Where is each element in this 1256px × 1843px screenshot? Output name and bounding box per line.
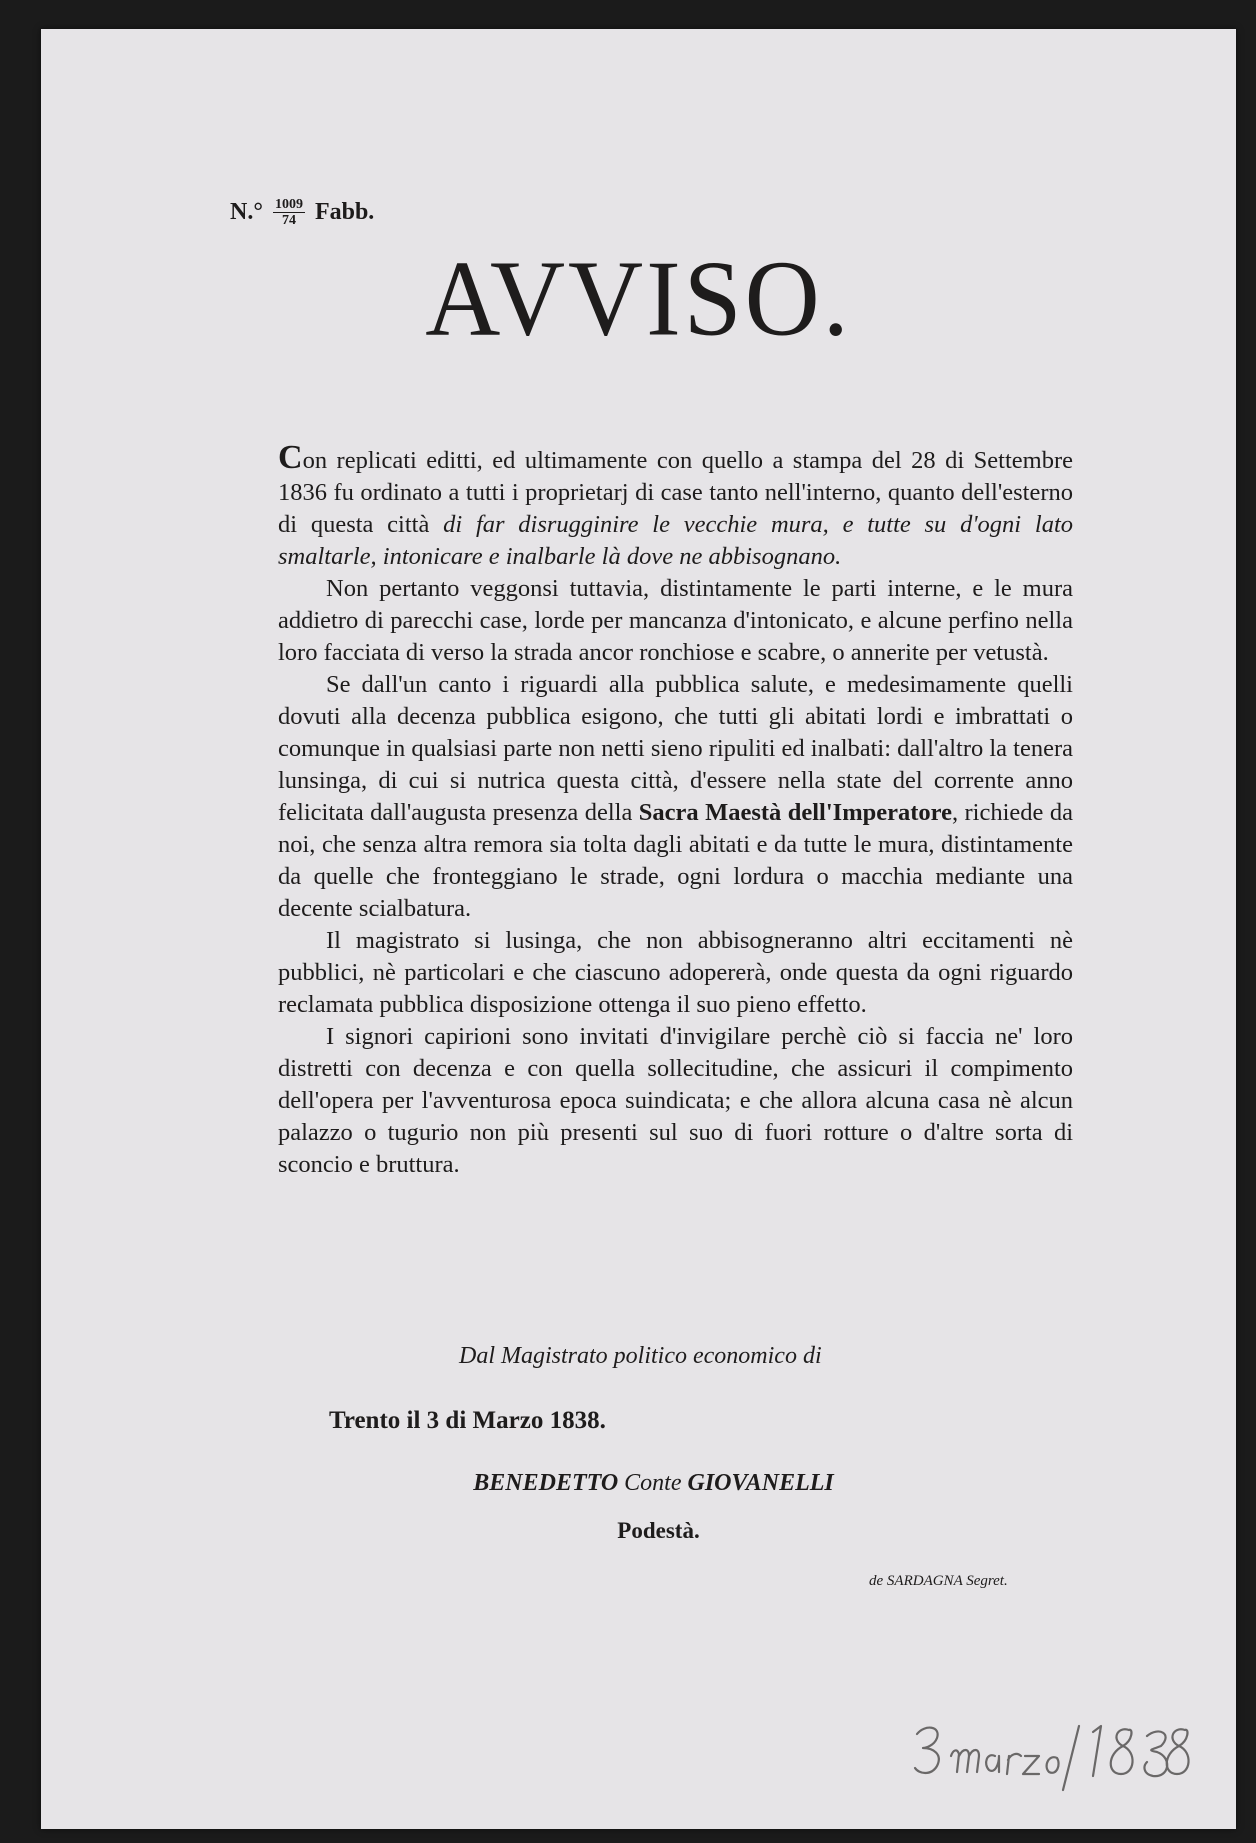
protocol-prefix: N.° [230, 199, 263, 225]
paragraph-3-bold: Sacra Maestà dell'Imperatore [638, 799, 952, 826]
paragraph-5: I signori capirioni sono invitati d'invigilare perchè ciò si faccia ne' loro distretti con decenza e con quella sollecitudine, che assicuri il compimento dell'opera per l'avventurosa epoca suindicata; e che allora alcuna casa nè alcun palazzo o tugurio non più presenti sul suo di fuori rotture o d'altre sorta di sconcio e bruttura. [278, 1023, 1073, 1178]
paragraph-4: Il magistrato si lusinga, che non abbisogneranno altri eccitamenti nè pubblici, nè particolari e che ciascuno adopererà, onde questa da ogni riguardo reclamata pubblica disposizione ottenga il suo pieno effetto. [278, 927, 1073, 1018]
protocol-suffix: Fabb. [314, 199, 375, 225]
drop-cap: C [278, 439, 303, 476]
protocol-fraction [273, 197, 305, 228]
document-title: AVVISO. [425, 238, 852, 359]
paragraph-1 [278, 441, 1073, 573]
document-body [278, 441, 1073, 1181]
signatory [41, 1470, 1236, 1497]
handwritten-note-text: 3 marzo 1838 [911, 1716, 918, 1717]
document-sheet [41, 29, 1236, 1829]
secretary-note: de SARDAGNA Segret. [869, 1573, 1008, 1589]
protocol-number [230, 197, 374, 228]
issuer-line: Dal Magistrato politico economico di [459, 1343, 822, 1369]
office-title: Podestà. [617, 1518, 700, 1543]
paragraph-3-text-b: , richiede da noi, che senza altra remora sia tolta dagli abitati e da tutte le mura, distintamente da quelle che fronteggiano le strade, ogni lordura o macchia mediante una decente scialbatura. [278, 799, 1073, 922]
signatory-last-name: GIOVANELLI [687, 1470, 834, 1496]
signatory-title: Conte [624, 1470, 682, 1496]
paragraph-1-text: on replicati editti, ed ultimamente con quello a stampa del 28 di Settembre 1836 fu ordinato a tutti i proprietarj di case tanto nell'interno, quanto dell'esterno di questa città [278, 447, 1073, 538]
place-date: Trento il 3 di Marzo 1838. [329, 1407, 606, 1434]
paragraph-3 [278, 669, 1073, 925]
signatory-first-name: BENEDETTO [473, 1470, 619, 1496]
protocol-numerator: 1009 [274, 197, 303, 212]
paragraph-2: Non pertanto veggonsi tuttavia, distintamente le parti interne, e le mura addietro di parecchi case, lorde per mancanza d'intonicato, e alcune perfino nella loro facciata di verso la strada ancor ronchiose e scabre, o annerite per vetustà. [278, 575, 1073, 666]
protocol-denominator: 74 [281, 213, 296, 228]
paragraph-1-italic: di far disrugginire le vecchie mura, e tutte su d'ogni lato smaltarle, intonicare e inalbarle là dove ne abbisognano. [278, 511, 1073, 570]
paragraph-3-text-a: Se dall'un canto i riguardi alla pubblica salute, e medesimamente quelli dovuti alla decenza pubblica esigono, che tutti gli abitati lordi e imbrattati o comunque in qualsiasi parte non netti sieno ripuliti ed inalbati: dall'altro la tenera lunsinga, di cui si nutrica questa città, d'essere nella state del corrente anno felicitata dall'augusta presenza della [278, 671, 1073, 826]
handwritten-date-note [911, 1716, 1201, 1796]
